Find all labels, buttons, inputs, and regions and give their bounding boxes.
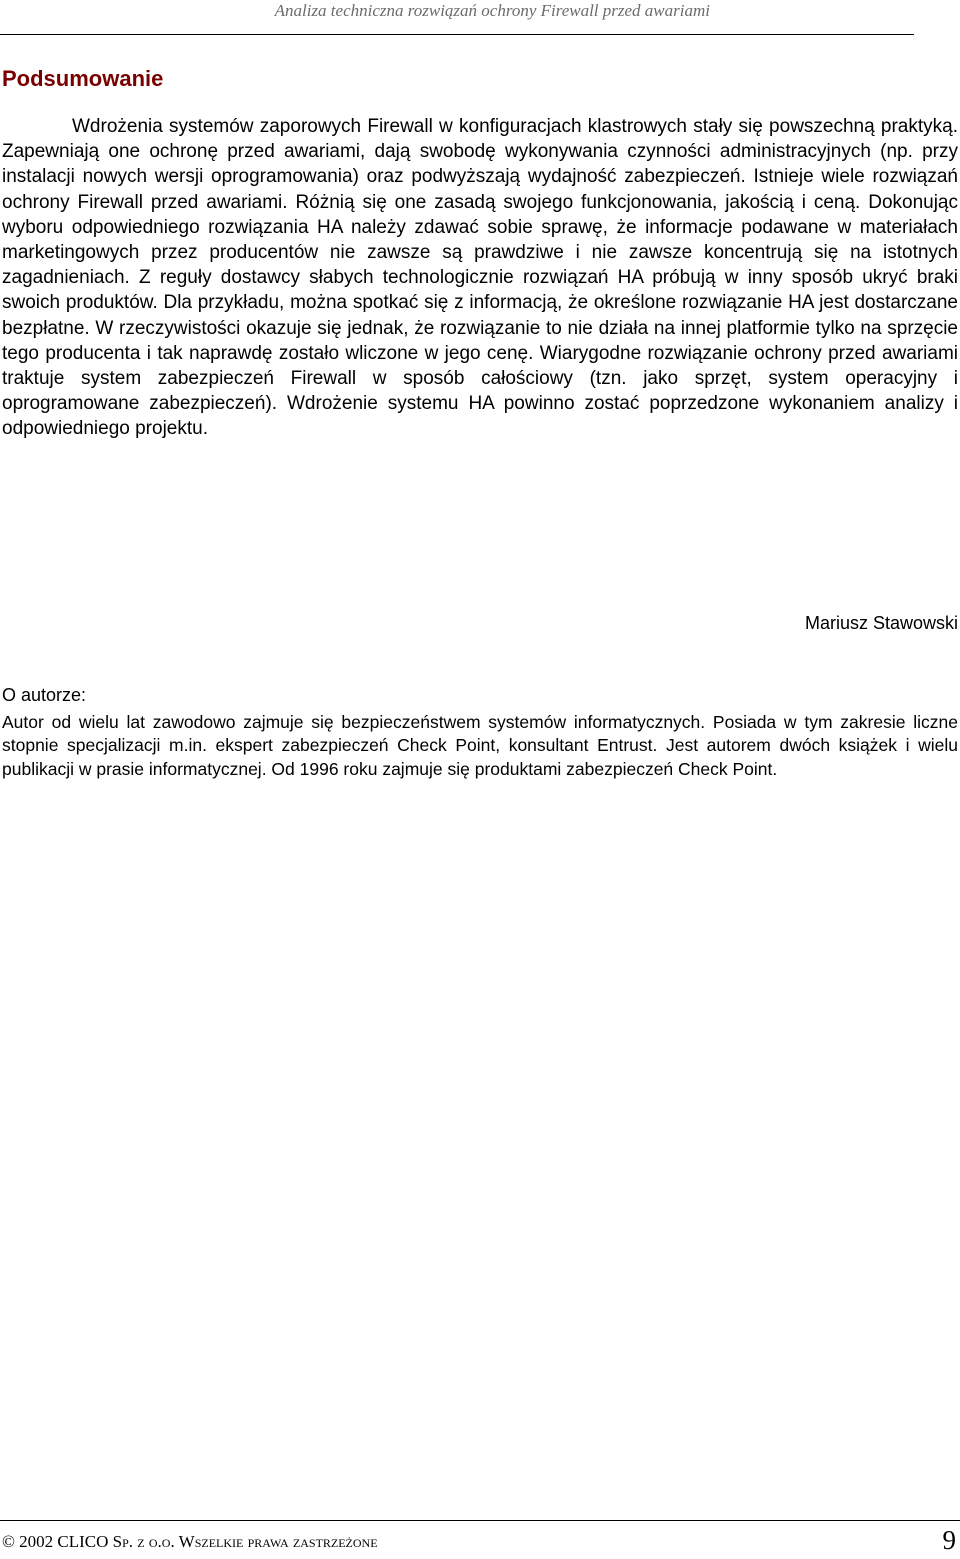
page-header	[0, 0, 914, 35]
header-title: Analiza techniczna rozwiązań ochrony Firewall przed awariami	[274, 1, 710, 20]
about-author-paragraph: Autor od wielu lat zawodowo zajmuje się bezpieczeństwem systemów informatycznych. Posiada w tym zakresie liczne stopnie specjalizacji m.in. ekspert zabezpieczeń Check Point, konsultant Entrust. Jest autorem dwóch książek i wielu publikacji w prasie informatycznej. Od 1996 roku zajmuje się produktami zabezpieczeń Check Point.	[2, 712, 958, 779]
about-author-heading: O autorze:	[2, 685, 87, 705]
summary-paragraph: Wdrożenia systemów zaporowych Firewall w konfiguracjach klastrowych stały się powszechną praktyką. Zapewniają one ochronę przed awariami, dają swobodę wykonywania czynności administracyjnych (np. przy instalacji nowych wersji oprogramowania) oraz podwyższają wydajność zabezpieczeń. Istnieje wiele rozwiązań ochrony Firewall przed awariami. Różnią się one zasadą swojego funkcjonowania, jakością i ceną. Dokonując wyboru odpowiedniego rozwiązania HA należy zdawać sobie sprawę, że informacje podawane w materiałach marketingowych przez producentów nie zawsze są prawdziwe i nie zawsze koncentrują się na istotnych zagadnieniach. Z reguły dostawcy słabych technologicznie rozwiązań HA próbują w inny sposób ukryć braki swoich produktów. Dla przykładu, można spotkać się z informacją, że określone rozwiązanie HA jest dostarczane bezpłatne. W rzeczywistości okazuje się jednak, że rozwiązanie to nie działa na innej platformie tylko na sprzęcie tego producenta i tak naprawdę zostało wliczone w jego cenę. Wiarygodne rozwiązanie ochrony przed awariami traktuje system zabezpieczeń Firewall w sposób całościowy (tzn. jako sprzęt, system operacyjny i oprogramowane zabezpieczeń). Wdrożenie systemu HA powinno zostać poprzedzone wykonaniem analizy i odpowiedniego projektu.	[2, 116, 958, 440]
section-title: Podsumowanie	[2, 66, 164, 91]
page-number: 9	[942, 1525, 956, 1555]
page-footer	[0, 1520, 960, 1559]
footer-copyright: © 2002 CLICO Sp. z o.o. Wszelkie prawa zastrzeżone	[2, 1532, 378, 1551]
author-name: Mariusz Stawowski	[804, 613, 958, 633]
